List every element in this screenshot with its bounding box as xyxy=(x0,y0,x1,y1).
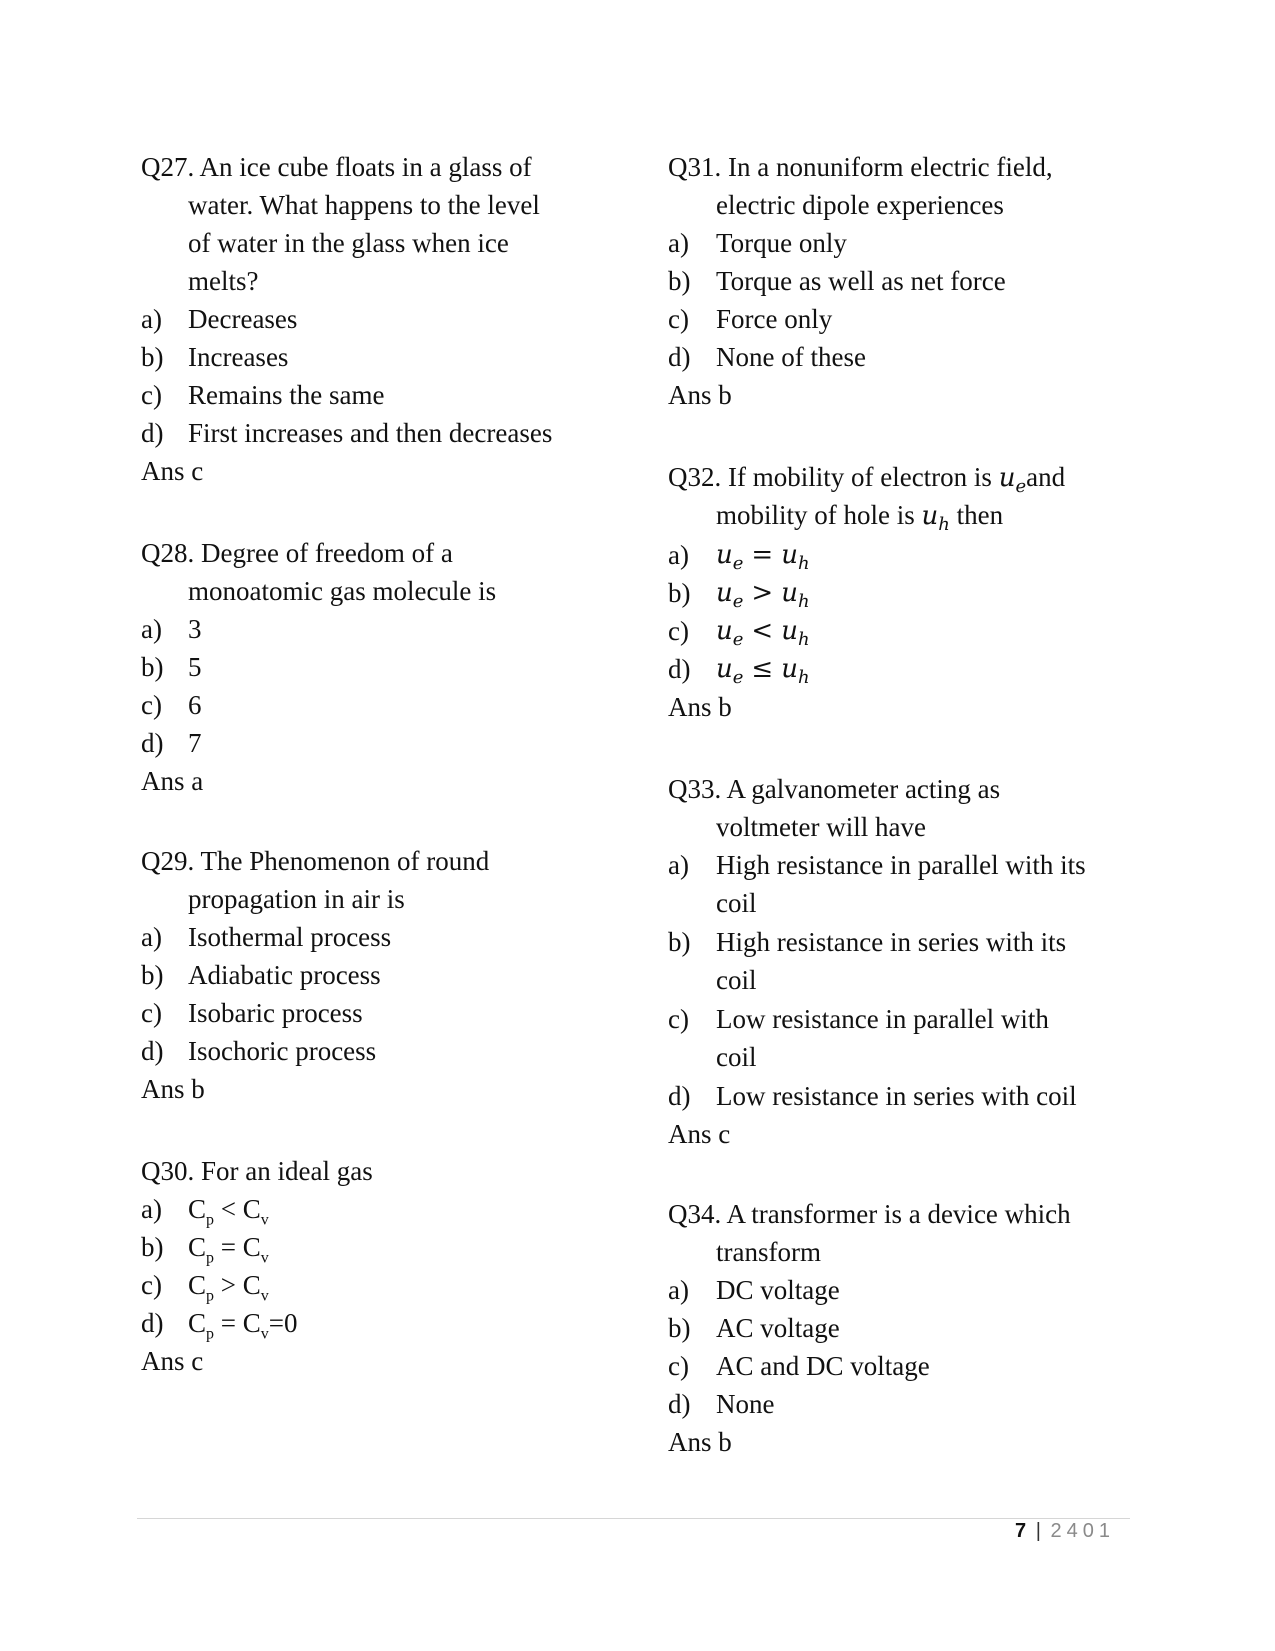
footer-separator: | xyxy=(1035,1520,1043,1542)
option-text: coil xyxy=(716,888,757,918)
option-letter: b) xyxy=(668,266,691,296)
option-text: Adiabatic process xyxy=(188,960,381,990)
question-stem: of water in the glass when ice xyxy=(188,228,509,258)
question-stem: transform xyxy=(716,1237,821,1267)
option-letter: c) xyxy=(141,380,162,410)
option-letter: d) xyxy=(668,1081,691,1111)
option-letter: a) xyxy=(141,304,162,334)
question-stem: Q34. A transformer is a device which xyxy=(668,1199,1071,1229)
option-letter: a) xyxy=(141,614,162,644)
option-letter: c) xyxy=(141,1270,162,1300)
question-stem: Q29. The Phenomenon of round xyxy=(141,846,490,876)
option-letter: c) xyxy=(668,304,689,334)
option-text: Isobaric process xyxy=(188,998,363,1028)
option-text: None xyxy=(716,1389,775,1419)
question-stem: Q27. An ice cube floats in a glass of xyxy=(141,152,532,182)
document-code: 2401 xyxy=(1050,1520,1115,1542)
question-stem: voltmeter will have xyxy=(716,812,926,842)
option-text: $u_e = u_h$ xyxy=(716,540,810,575)
option-letter: a) xyxy=(668,228,689,258)
question-stem: Q32. If mobility of electron is $u_eand$ xyxy=(668,462,1066,498)
page-number: 7 xyxy=(1015,1520,1029,1542)
question-stem: Q33. A galvanometer acting as xyxy=(668,774,1001,804)
option-letter: a) xyxy=(668,850,689,880)
question-stem: Q28. Degree of freedom of a xyxy=(141,538,453,568)
option-text: 5 xyxy=(188,652,202,682)
question-stem: Q31. In a nonuniform electric field, xyxy=(668,152,1053,182)
option-text: coil xyxy=(716,1042,757,1072)
option-letter: a) xyxy=(668,540,689,570)
option-letter: c) xyxy=(668,1004,689,1034)
option-text: $C_p = C_v=0$ xyxy=(188,1308,298,1343)
option-letter: b) xyxy=(141,960,164,990)
option-letter: b) xyxy=(668,578,691,608)
question-stem: propagation in air is xyxy=(188,884,405,914)
option-text: Remains the same xyxy=(188,380,385,410)
option-letter: c) xyxy=(668,616,689,646)
option-text: AC voltage xyxy=(716,1313,840,1343)
option-text: 7 xyxy=(188,728,202,758)
answer: Ans b xyxy=(668,692,732,722)
option-text: $u_e < u_h$ xyxy=(716,616,810,651)
question-stem: mobility of hole is $u_h$ then xyxy=(716,500,1004,536)
option-text: DC voltage xyxy=(716,1275,840,1305)
page-footer xyxy=(1015,1520,1115,1543)
option-text: $u_e > u_h$ xyxy=(716,578,810,613)
option-letter: d) xyxy=(141,1308,164,1338)
option-text: Force only xyxy=(716,304,833,334)
option-letter: d) xyxy=(668,342,691,372)
option-text: $u_e \le u_h$ xyxy=(716,654,810,689)
question-stem: Q30. For an ideal gas xyxy=(141,1156,373,1186)
option-letter: b) xyxy=(668,927,691,957)
question-stem: melts? xyxy=(188,266,259,296)
option-letter: d) xyxy=(141,418,164,448)
option-text: Torque as well as net force xyxy=(716,266,1006,296)
option-letter: b) xyxy=(141,1232,164,1262)
option-letter: c) xyxy=(141,998,162,1028)
option-text: High resistance in series with its xyxy=(716,927,1067,957)
option-text: None of these xyxy=(716,342,866,372)
option-text: Isochoric process xyxy=(188,1036,377,1066)
answer: Ans c xyxy=(141,456,204,486)
answer: Ans b xyxy=(668,380,732,410)
option-text: coil xyxy=(716,965,757,995)
option-letter: a) xyxy=(141,1194,162,1224)
answer: Ans b xyxy=(668,1427,732,1457)
question-stem: water. What happens to the level xyxy=(188,190,540,220)
option-text: 6 xyxy=(188,690,202,720)
option-text: $C_p = C_v$ xyxy=(188,1232,269,1267)
option-text: $C_p < C_v$ xyxy=(188,1194,269,1229)
answer: Ans c xyxy=(141,1346,204,1376)
option-text: First increases and then decreases xyxy=(188,418,553,448)
option-letter: c) xyxy=(141,690,162,720)
answer: Ans b xyxy=(141,1074,205,1104)
answer: Ans a xyxy=(141,766,204,796)
option-text: $C_p > C_v$ xyxy=(188,1270,269,1305)
option-letter: b) xyxy=(668,1313,691,1343)
footer-divider xyxy=(137,1518,1130,1519)
option-text: AC and DC voltage xyxy=(716,1351,930,1381)
option-letter: d) xyxy=(141,1036,164,1066)
option-letter: d) xyxy=(668,1389,691,1419)
option-text: Isothermal process xyxy=(188,922,392,952)
option-text: Low resistance in parallel with xyxy=(716,1004,1049,1034)
option-letter: b) xyxy=(141,652,164,682)
option-text: Decreases xyxy=(188,304,298,334)
option-letter: a) xyxy=(141,922,162,952)
option-letter: b) xyxy=(141,342,164,372)
option-text: 3 xyxy=(188,614,202,644)
question-stem: monoatomic gas molecule is xyxy=(188,576,497,606)
option-letter: d) xyxy=(141,728,164,758)
option-letter: c) xyxy=(668,1351,689,1381)
option-letter: a) xyxy=(668,1275,689,1305)
question-stem: electric dipole experiences xyxy=(716,190,1004,220)
option-text: Torque only xyxy=(716,228,847,258)
option-letter: d) xyxy=(668,654,691,684)
option-text: High resistance in parallel with its xyxy=(716,850,1086,880)
answer: Ans c xyxy=(668,1119,731,1149)
option-text: Increases xyxy=(188,342,289,372)
option-text: Low resistance in series with coil xyxy=(716,1081,1077,1111)
